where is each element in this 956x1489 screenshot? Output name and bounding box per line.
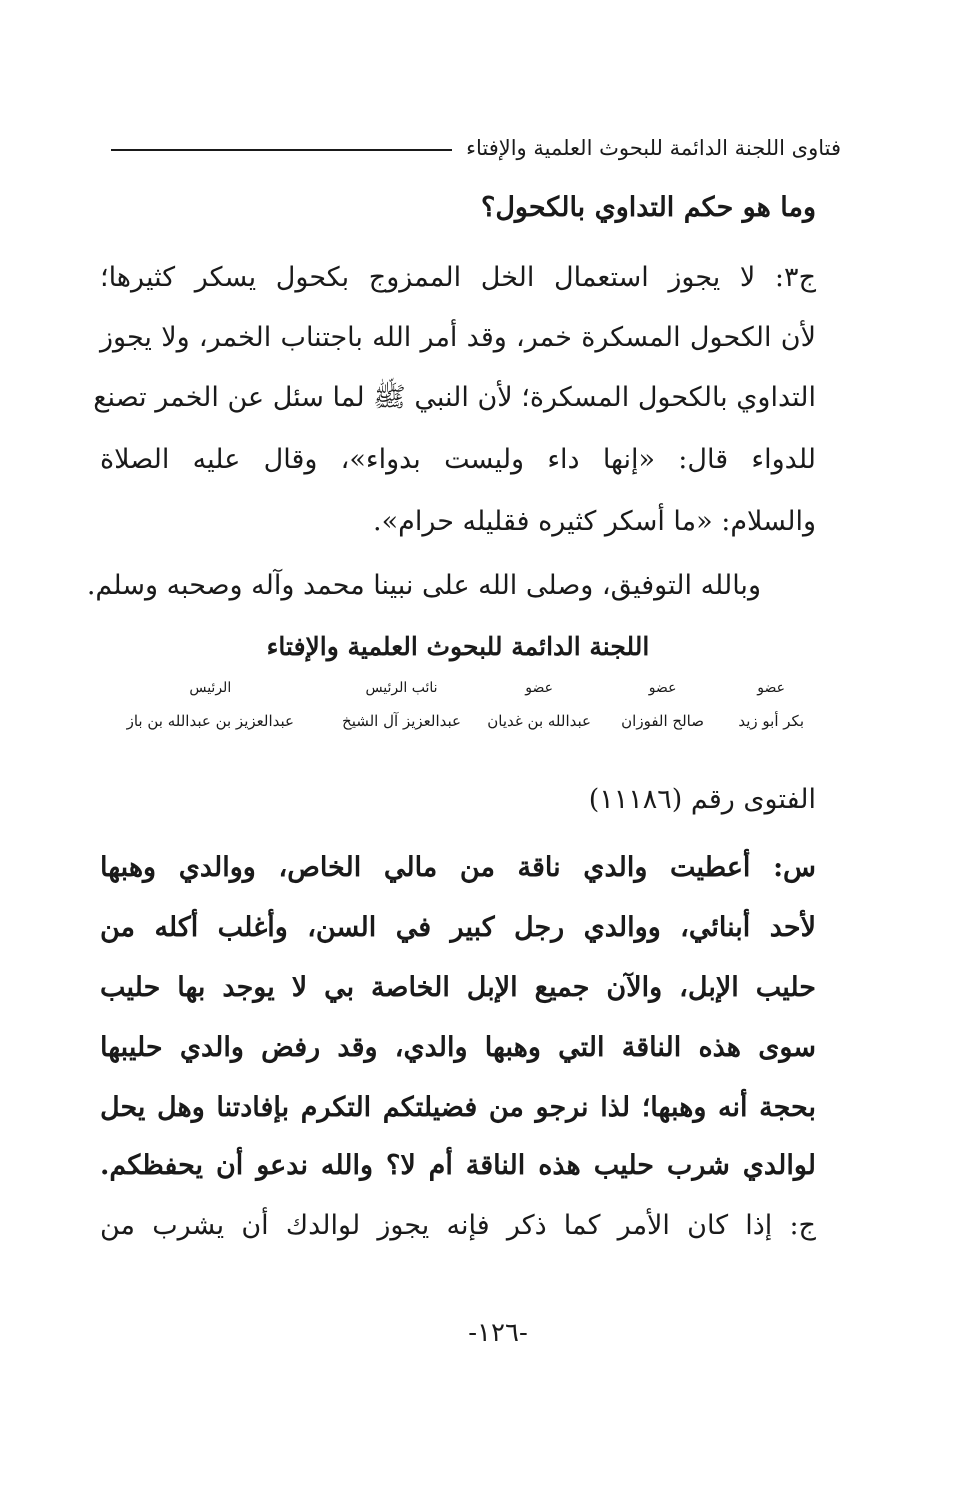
signature-member-2: [621, 680, 704, 730]
signature-member-3: [487, 680, 591, 730]
answer-line: والسلام: «ما أسكر كثيره فقليله حرام».: [373, 506, 816, 537]
signature-role: الرئيس: [189, 680, 232, 696]
committee-title: اللجنة الدائمة للبحوث العلمية والإفتاء: [266, 632, 650, 661]
signature-member-4: [342, 680, 461, 730]
signature-role: عضو: [525, 680, 553, 696]
signature-member-5: [127, 680, 294, 730]
signature-name: بكر أبو زيد: [738, 712, 804, 730]
signature-name: عبدالعزيز آل الشيخ: [342, 712, 461, 730]
answer-line: ج: إذا كان الأمر كما ذكر فإنه يجوز لوالدك أن يشرب من: [100, 1210, 816, 1241]
question-line: س: أعطيت والدي ناقة من مالي الخاص، ووالدي وهبها: [100, 852, 816, 883]
question-line: لأحد أبنائي، ووالدي رجل كبير في السن، وأغلب أكله من: [100, 912, 816, 943]
question-line: لوالدي شرب حليب هذه الناقة أم لا؟ والله ندعو أن يحفظكم.: [100, 1150, 816, 1181]
closing-line: وبالله التوفيق، وصلى الله على نبينا محمد وآله وصحبه وسلم.: [86, 570, 761, 601]
signature-role: عضو: [648, 680, 677, 696]
running-header: [111, 128, 841, 168]
signature-role: عضو: [757, 680, 786, 696]
page-number: -١٢٦-: [468, 1318, 528, 1348]
signature-member-1: [738, 680, 804, 730]
signature-name: صالح الفوزان: [621, 712, 704, 730]
question-line: بحجة أنه وهبها؛ لذا نرجو من فضيلتكم التكرم بإفادتنا وهل يحل: [100, 1092, 816, 1123]
answer-line: لأن الكحول المسكرة خمر، وقد أمر الله باجتناب الخمر، ولا يجوز: [100, 322, 816, 353]
answer-line: التداوي بالكحول المسكرة؛ لأن النبي ﷺ لما سئل عن الخمر تصنع: [93, 382, 816, 413]
signature-role: نائب الرئيس: [365, 680, 438, 696]
question-line: سوى هذه الناقة التي وهبها والدي، وقد رفض والدي حليبها: [100, 1032, 816, 1063]
signature-name: عبدالعزيز بن عبدالله بن باز: [126, 712, 294, 730]
header-title: فتاوى اللجنة الدائمة للبحوث العلمية والإفتاء: [466, 136, 841, 160]
question-line: حليب الإبل، والآن جميع الإبل الخاصة بي لا يوجد بها حليب: [100, 972, 816, 1003]
answer-line: للدواء قال: «إنها داء وليست بدواء»، وقال عليه الصلاة: [100, 444, 816, 475]
header-rule: [111, 149, 452, 151]
fatwa-number: الفتوى رقم (١١١٨٦): [588, 784, 816, 815]
question-end-line: وما هو حكم التداوي بالكحول؟: [480, 192, 816, 223]
answer-line: ج٣: لا يجوز استعمال الخل الممزوج بكحول يسكر كثيرها؛: [100, 262, 816, 293]
signature-name: عبدالله بن غديان: [487, 712, 591, 730]
